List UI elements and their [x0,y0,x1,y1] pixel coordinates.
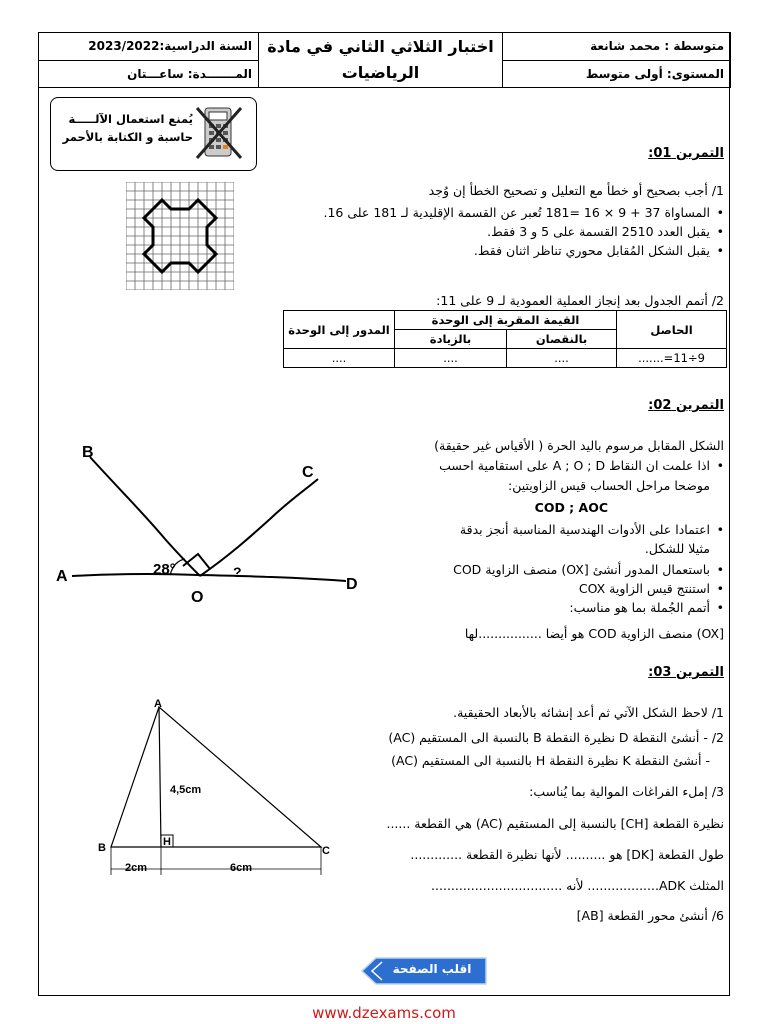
ex2-b2 [460,520,724,539]
ex1-title: التمرين 01: [648,146,724,161]
th-approx: القيمة المقربة إلى الوحدة [395,311,617,330]
angle-unknown: ? [233,564,242,580]
height-label: 4,5cm [170,784,202,796]
next-page-label: اقلب الصفحة [392,962,472,976]
td-up: .... [395,349,507,368]
ex2-l6: مثيلا للشكل. [644,541,710,556]
triangle-figure [95,697,335,882]
notice-line-1: يُمنع استعمال الآلـــــة [68,112,193,126]
ex3-l4: 3/ إملء الفراغات الموالية بما يُناسب: [529,784,724,799]
division-table [283,310,727,368]
ex2-b1 [439,456,724,475]
ex3-l8: 6/ أنشئ محور القطعة [AB] [576,908,724,923]
ex2-l3: موضحا مراحل الحساب قيس الزاويتين: [508,478,710,493]
angle-figure [50,435,380,610]
label-A: A [56,568,68,585]
label-O: O [191,589,204,606]
ex1-q2: 2/ أتمم الجدول بعد إنجاز العملية العمودية لـ 9 على 11: [436,293,724,308]
ex3-l5: نظيرة القطعة [CH] بالنسبة إلى المستقيم (AC) هي القطعة ...... [386,816,724,831]
notice-text [55,110,193,146]
exam-title [259,33,503,88]
ex3-title: التمرين 03: [648,665,724,680]
ex3-l1: 1/ لاحظ الشكل الآتي ثم أعد إنشائه بالأبعاد الحقيقية. [453,705,724,720]
td-result: 9÷11=....... [617,349,727,368]
ex1-q1: 1/ أجب بصحيح أو خطأ مع التعليل و تصحيح الخطأ إن وُجد [428,183,724,198]
td-round: .... [284,349,395,368]
tri-label-C: C [322,845,330,857]
hc-label: 6cm [230,862,253,874]
ex2-l7: • باستعمال المدور أنشئ [OX) منصف الزاوية COD [453,560,724,579]
cross-shape-grid-figure [126,182,234,290]
label-C: C [302,464,314,481]
level: المستوى: أولى متوسط [503,60,731,88]
angle-label-28: 28° [153,561,176,578]
ex3-l2: 2/ - أنشئ النقطة D نظيرة النقطة B بالنسبة الى المستقيم (AC) [388,730,724,745]
tri-label-B: B [98,842,106,854]
ex2-l8: • استنتج قيس الزاوية COX [453,579,724,598]
label-D: D [346,576,358,593]
ex2-l5: • اعتمادا على الأدوات الهندسية المناسبة أنجز بدقة [460,520,724,539]
th-round: المدور إلى الوحدة [284,311,395,349]
school-name: متوسطة : محمد شانعة [503,33,731,61]
bh-label: 2cm [125,862,148,874]
ex2-b3 [453,560,724,617]
ex2-title: التمرين 02: [648,398,724,413]
ex2-l10: [OX) منصف الزاوية COD هو أيضا ................لها [464,626,724,641]
ex1-bullet-2: • يقبل العدد 2510 القسمة على 5 و 3 فقط. [323,222,724,241]
th-up: بالزيادة [395,330,507,349]
tri-label-A: A [154,698,162,710]
duration: المـــــــدة: ساعـــتان [39,60,259,88]
next-page-button[interactable] [360,956,488,986]
ex2-l4: COD ; AOC [534,500,608,515]
ex1-bullet-3: • يقبل الشكل المُقابل محوري تناظر اثنان فقط. [323,241,724,260]
ex3-l7: المثلث ADK.................. لأنه ................................. [431,878,724,893]
td-down: .... [507,349,617,368]
footer-url[interactable]: www.dzexams.com [312,1004,456,1022]
notice-box [50,97,257,171]
notice-line-2: حاسبة و الكتابة بالأحمر [62,130,193,144]
title-line-2: الرياضيات [341,63,420,82]
ex3-l3: - أنشئ النقطة K نظيرة النقطة H بالنسبة الى المستقيم (AC) [391,753,710,768]
ex2-l2: • اذا علمت ان النقاط A ; O ; D على استقامية احسب [439,456,724,475]
ex2-l1: الشكل المقابل مرسوم باليد الحرة ( الأقياس غير حقيقة) [434,438,724,453]
title-line-1: اختبار الثلاثي الثاني في مادة [267,37,494,56]
th-result: الحاصل [617,311,727,349]
ex2-l9: • أتمم الجُملة بما هو مناسب: [453,598,724,617]
school-year: السنة الدراسية:2023/2022 [39,33,259,61]
header-table [38,32,731,88]
crossed-calculator-icon [191,104,247,162]
th-down: بالنقصان [507,330,617,349]
ex3-l6: طول القطعة [DK] هو .......... لأنها نظيرة القطعة ............. [410,847,724,862]
label-B: B [82,444,94,461]
ex1-bullet-1: • المساواة 37 + 9 × 16 =181 تُعبر عن القسمة الإقليدية لـ 181 على 16. [323,203,724,222]
tri-label-H: H [163,836,171,848]
ex1-bullets [323,203,724,260]
